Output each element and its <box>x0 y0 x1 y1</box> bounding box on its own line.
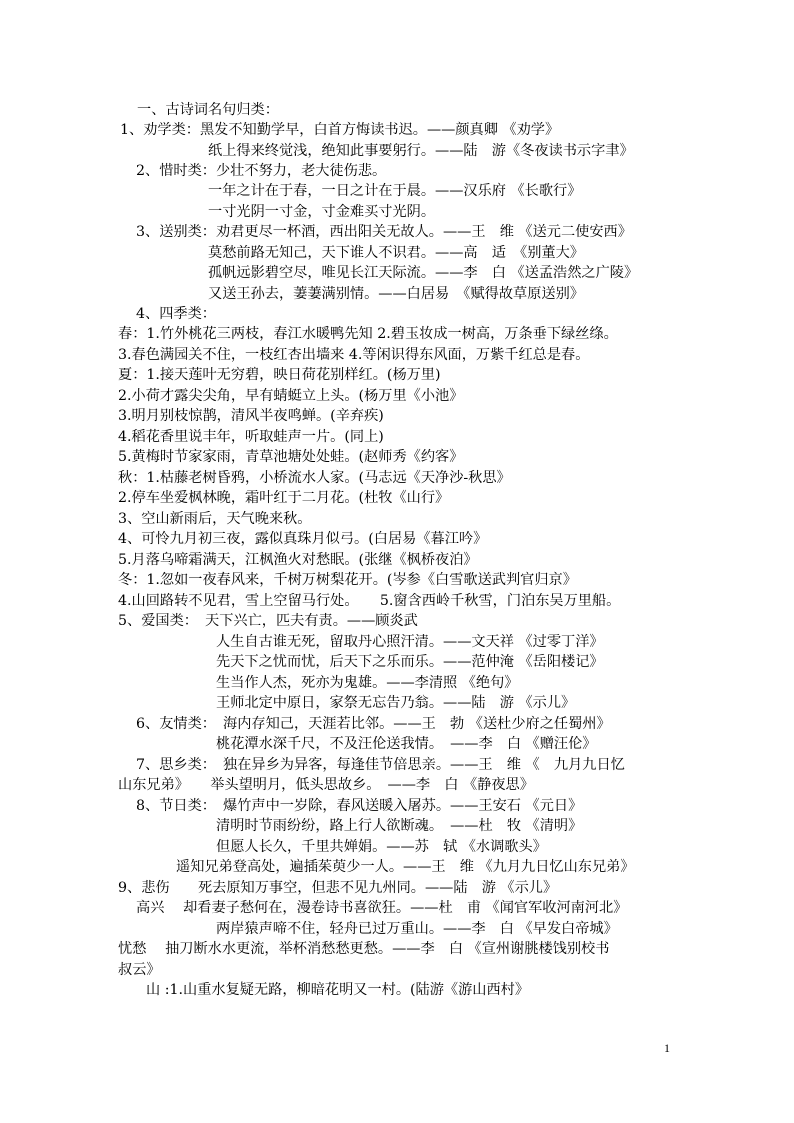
text-line: 孤帆远影碧空尽，唯见长江天际流。——李 白 《送孟浩然之广陵》 <box>208 265 639 281</box>
text-line: 一年之计在于春，一日之计在于晨。——汉乐府 《长歌行》 <box>208 183 582 199</box>
text-line: 两岸猿声啼不住，轻舟已过万重山。——李 白 《早发白帝城》 <box>216 921 618 937</box>
text-line: 桃花潭水深千尺，不及汪伦送我情。 ——李 白 《赠汪伦》 <box>216 736 597 752</box>
text-line: 春：1.竹外桃花三两枝，春江水暖鸭先知 2.碧玉妆成一树高，万条垂下绿丝绦。 <box>118 326 618 342</box>
text-line: 3、空山新雨后，天气晚来秋。 <box>118 511 312 527</box>
text-line: 9、悲伤 死去原知万事空，但悲不见九州同。——陆 游 《示儿》 <box>118 880 558 896</box>
text-line: 清明时节雨纷纷，路上行人欲断魂。 ——杜 牧 《清明》 <box>216 818 583 834</box>
text-line: 4.山回路转不见君，雪上空留马行处。 5.窗含西岭千秋雪，门泊东吴万里船。 <box>118 593 621 609</box>
text-line: 4、可怜九月初三夜，露似真珠月似弓。(白居易《暮江吟》 <box>118 531 488 547</box>
text-line: 4.稻花香里说丰年，听取蛙声一片。(同上) <box>118 429 384 445</box>
text-line: 叔云》 <box>118 962 161 978</box>
text-line: 冬：1.忽如一夜春风来，千树万树梨花开。(岑参《白雪歌送武判官归京》 <box>118 572 577 588</box>
text-line: 夏：1.接天莲叶无穷碧，映日荷花别样红。(杨万里) <box>118 367 441 383</box>
text-line: 人生自古谁无死，留取丹心照汗清。——文天祥 《过零丁洋》 <box>216 634 604 650</box>
text-line: 4、四季类： <box>136 306 216 322</box>
text-line: 2.停车坐爱枫林晚，霜叶红于二月花。(杜牧《山行》 <box>118 490 450 506</box>
text-line: 高兴 却看妻子愁何在，漫卷诗书喜欲狂。——杜 甫 《闻官军收河南河北》 <box>136 900 628 916</box>
text-line: 5.月落乌啼霜满天，江枫渔火对愁眠。(张继《枫桥夜泊》 <box>118 552 478 568</box>
text-line: 纸上得来终觉浅，绝知此事要躬行。——陆 游《冬夜读书示字聿》 <box>208 143 634 159</box>
text-line: 王师北定中原日，家祭无忘告乃翁。——陆 游 《示儿》 <box>216 695 576 711</box>
text-line: 6、友情类： 海内存知己，天涯若比邻。——王 勃 《送杜少府之任蜀州》 <box>136 716 611 732</box>
text-line: 8、节日类： 爆竹声中一岁除，春风送暖入屠苏。——王安石 《元日》 <box>136 798 583 814</box>
text-line: 2.小荷才露尖尖角，早有蜻蜓立上头。(杨万里《小池》 <box>118 388 464 404</box>
text-line: 3、送别类：劝君更尽一杯酒，西出阳关无故人。——王 维 《送元二使安西》 <box>136 224 632 240</box>
text-line: 5.黄梅时节家家雨，青草池塘处处蛙。(赵师秀《约客》 <box>118 449 464 465</box>
text-line: 2、惜时类：少壮不努力，老大徒伤悲。 <box>136 163 387 179</box>
text-line: 3.春色满园关不住，一枝红杏出墙来 4.等闲识得东风面，万紫千红总是春。 <box>118 347 590 363</box>
text-line: 3.明月别枝惊鹊，清风半夜鸣蝉。(辛弃疾) <box>118 408 384 424</box>
section-heading: 一、古诗词名句归类： <box>137 102 279 118</box>
text-line: 忧愁 抽刀断水水更流，举杯消愁愁更愁。——李 白 《宣州谢朓楼饯别校书 <box>118 941 610 957</box>
text-line: 1、劝学类：黑发不知勤学早，白首方悔读书迟。——颜真卿 《劝学》 <box>120 122 560 138</box>
text-line: 又送王孙去，萋萋满别情。——白居易 《赋得故草原送别》 <box>208 286 584 302</box>
text-line: 但愿人长久，千里共婵娟。——苏 轼 《水调歌头》 <box>216 839 547 855</box>
text-line: 莫愁前路无知己，天下谁人不识君。——高 适 《别董大》 <box>208 245 584 261</box>
text-line: 山东兄弟》 举头望明月，低头思故乡。 ——李 白 《静夜思》 <box>118 777 534 793</box>
text-line: 7、思乡类： 独在异乡为异客，每逢佳节倍思亲。——王 维 《 九月九日忆 <box>136 757 625 773</box>
text-line: 先天下之忧而忧，后天下之乐而乐。——范仲淹 《岳阳楼记》 <box>216 654 604 670</box>
text-line: 5、爱国类： 天下兴亡，匹夫有责。——顾炎武 <box>118 613 418 629</box>
text-line: 遥知兄弟登高处，遍插茱萸少一人。——王 维 《九月九日忆山东兄弟》 <box>176 859 635 875</box>
page-number: 1 <box>664 1041 670 1055</box>
text-line: 秋：1.枯藤老树昏鸦，小桥流水人家。(马志远《天净沙-秋思》 <box>118 470 511 486</box>
text-line: 山 :1.山重水复疑无路，柳暗花明又一村。(陆游《游山西村》 <box>146 982 530 998</box>
text-line: 一寸光阴一寸金，寸金难买寸光阴。 <box>208 204 436 220</box>
text-line: 生当作人杰，死亦为鬼雄。——李清照 《绝句》 <box>216 675 519 691</box>
